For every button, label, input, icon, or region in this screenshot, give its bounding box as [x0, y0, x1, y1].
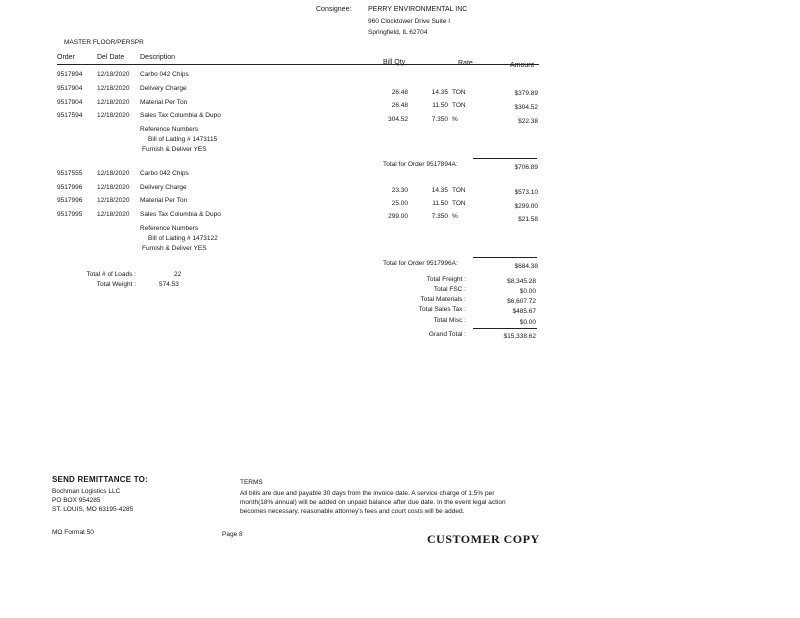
order-total-value: $684.38 [514, 263, 538, 270]
delivery-date: 12/18/2020 [97, 170, 130, 177]
order-number: 9517904 [57, 99, 83, 106]
total-misc-value: $0.00 [519, 319, 536, 326]
order-number: 9517996 [57, 197, 83, 204]
rate: 11.50 [432, 200, 448, 207]
remittance-line-3: ST. LOUIS, MO 63195-4285 [52, 506, 134, 513]
bill-qty: 23.30 [391, 187, 408, 194]
unit: TON [452, 102, 466, 109]
order-number: 9517904 [57, 85, 83, 92]
grand-total-value: $15,338.62 [503, 333, 536, 340]
description: Sales Tax Columbia & Dupo [140, 211, 221, 218]
page-number: Page 8 [222, 531, 243, 538]
total-materials-value: $6,607.72 [507, 298, 536, 305]
delivery-date: 12/18/2020 [97, 99, 130, 106]
terms-line-1: All bills are due and payable 30 days from the invoice date. A service charge of 1.5% per [240, 490, 495, 497]
order-number: 9517995 [57, 211, 83, 218]
unit: TON [452, 200, 466, 207]
total-misc-label: Total Misc : [433, 317, 466, 324]
bill-qty: 26.48 [391, 102, 408, 109]
total-sales-tax-label: Total Sales Tax : [418, 306, 466, 313]
rate: 14.35 [431, 187, 448, 194]
order-total-label: Total for Order 9517894A: [383, 161, 458, 168]
rate: 7.350 [431, 116, 448, 123]
total-weight-label: Total Weight : [96, 281, 136, 288]
consignee-label: Consignee: [316, 6, 352, 13]
description: Carbo 042 Chips [140, 71, 189, 78]
description: Delivery Charge [140, 85, 187, 92]
total-freight-label: Total Freight : [426, 276, 466, 283]
rate: 7.350 [431, 213, 448, 220]
delivery-date: 12/18/2020 [97, 85, 130, 92]
subtotal-rule [473, 158, 537, 159]
consignee-address-line-2: Springfield, IL 62704 [368, 29, 428, 36]
order-number: 9517894 [57, 71, 83, 78]
consignee-name: PERRY ENVIRONMENTAL INC [368, 6, 468, 13]
unit: TON [452, 89, 466, 96]
grand-total-rule [473, 328, 537, 329]
bill-qty: 299.00 [388, 213, 408, 220]
delivery-date: 12/18/2020 [97, 197, 130, 204]
column-header-order: Order [57, 54, 75, 61]
remittance-line-1: Bochman Logistics LLC [52, 488, 121, 495]
consignee-address-line-1: 960 Clocktower Drive Suite I [368, 18, 451, 25]
amount: $304.52 [514, 104, 538, 111]
column-header-amount: Amount [510, 62, 535, 69]
column-header-del-date: Del Date [97, 54, 125, 61]
delivery-date: 12/18/2020 [97, 71, 130, 78]
reference-numbers-title: Reference Numbers [140, 225, 199, 232]
total-fsc-value: $0.00 [519, 288, 536, 295]
header-rule [57, 64, 539, 65]
amount: $573.10 [514, 189, 538, 196]
unit: % [452, 213, 458, 220]
total-loads-label: Total # of Loads : [86, 271, 136, 278]
terms-line-3: becomes necessary, reasonable attorney's fees and court costs will be added. [240, 508, 465, 515]
total-freight-value: $8,345.28 [507, 278, 536, 285]
amount: $21.58 [518, 216, 538, 223]
amount: $379.89 [514, 90, 538, 97]
delivery-date: 12/18/2020 [97, 184, 130, 191]
terms-line-2: month(18% annual) will be added on unpaid balance after due date. In the event legal action [240, 499, 506, 506]
delivery-date: 12/18/2020 [97, 211, 130, 218]
terms-title: TERMS [240, 479, 263, 486]
total-weight-value: 574.53 [159, 281, 179, 288]
remittance-title: SEND REMITTANCE TO: [52, 475, 148, 484]
total-loads-value: 22 [174, 271, 182, 278]
description: Delivery Charge [140, 184, 187, 191]
order-number: 9517594 [57, 112, 83, 119]
customer-copy-label: CUSTOMER COPY [427, 532, 540, 546]
unit: TON [452, 187, 466, 194]
reference-numbers-title: Reference Numbers [140, 126, 199, 133]
description: Material Per Ton [140, 197, 188, 204]
furnish-deliver: Furnish & Deliver YES [142, 245, 207, 252]
furnish-deliver: Furnish & Deliver YES [142, 146, 207, 153]
master-label: MASTER FLOOR/PERSPR [64, 39, 144, 46]
column-header-description: Description [140, 54, 176, 61]
total-fsc-label: Total FSC : [433, 286, 466, 293]
amount: $22.38 [518, 118, 538, 125]
bill-of-lading: Bill of Lading # 1473115 [148, 136, 218, 143]
total-materials-label: Total Materials : [420, 296, 466, 303]
bill-of-lading: Bill of Lading # 1473122 [148, 235, 218, 242]
description: Material Per Ton [140, 99, 188, 106]
order-number: 9517555 [57, 170, 83, 177]
amount: $299.00 [514, 203, 538, 210]
remittance-line-2: PO BOX 954285 [52, 497, 101, 504]
grand-total-label: Grand Total : [428, 331, 466, 338]
delivery-date: 12/18/2020 [97, 112, 130, 119]
unit: % [452, 116, 458, 123]
bill-qty: 26.48 [391, 89, 408, 96]
bill-qty: 304.52 [388, 116, 408, 123]
description: Sales Tax Columbia & Dupo [140, 112, 221, 119]
description: Carbo 042 Chips [140, 170, 189, 177]
rate: 11.50 [432, 102, 448, 109]
order-total-value: $706.89 [514, 164, 538, 171]
bill-qty: 25.00 [391, 200, 408, 207]
subtotal-rule [473, 257, 537, 258]
rate: 14.35 [431, 89, 448, 96]
order-total-label: Total for Order 9517996A: [383, 260, 458, 267]
total-sales-tax-value: $485.67 [512, 308, 536, 315]
column-header-rate: Rate [458, 60, 473, 67]
column-header-bill-qty: Bill Qty [383, 59, 406, 66]
order-number: 9517996 [57, 184, 83, 191]
format-label: MO Format 50 [52, 529, 94, 536]
